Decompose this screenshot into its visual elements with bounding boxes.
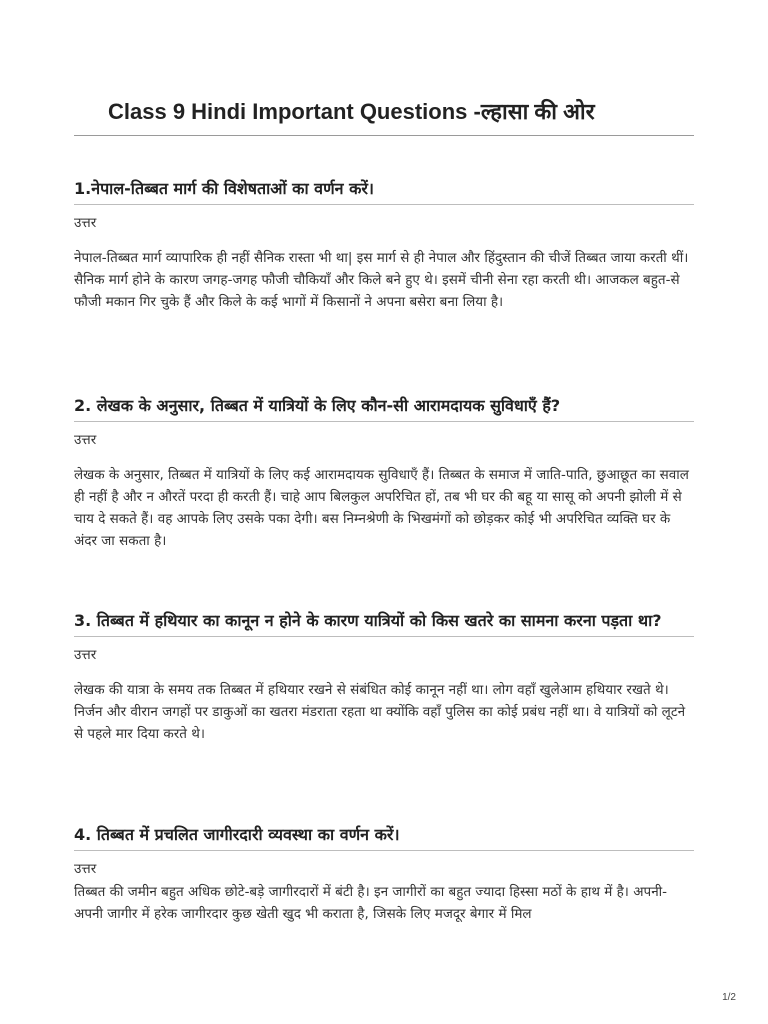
question-3 (74, 610, 694, 745)
answer-label: उत्तर (74, 861, 97, 877)
question-2 (74, 395, 694, 552)
question-heading: 1.नेपाल-तिब्बत मार्ग की विशेषताओं का वर्णन करें। (74, 178, 694, 205)
answer-text: नेपाल-तिब्बत मार्ग व्यापारिक ही नहीं सैनिक रास्ता भी था| इस मार्ग से ही नेपाल और हिंदुस्तान की चीजें तिब्बत जाया करती थीं। सैनिक मार्ग होने के कारण जगह-जगह फौजी चौकियाँ और किले बने हुए थे। इसमें चीनी सेना रहा करती थी। आजकल बहुत-से फौजी मकान गिर चुके हैं और किले के कई भागों में किसानों ने अपना बसेरा बना लिया है। (74, 250, 689, 310)
question-1 (74, 178, 694, 313)
answer-label: उत्तर (74, 432, 97, 448)
question-heading: 4. तिब्बत में प्रचलित जागीरदारी व्यवस्था का वर्णन करें। (74, 824, 694, 851)
page-number: 1/2 (722, 992, 736, 1003)
question-heading: 3. तिब्बत में हथियार का कानून न होने के कारण यात्रियों को किस खतरे का सामना करना पड़ता था? (74, 610, 694, 637)
question-4 (74, 824, 694, 925)
answer-text: तिब्बत की जमीन बहुत अधिक छोटे-बड़े जागीरदारों में बंटी है। इन जागीरों का बहुत ज्यादा हिस्सा मठों के हाथ में है। अपनी- अपनी जागीर में हरेक जागीरदार कुछ खेती खुद भी कराता है, जिसके लिए मजदूर बेगार में मिल (74, 884, 668, 922)
answer-text: लेखक के अनुसार, तिब्बत में यात्रियों के लिए कई आरामदायक सुविधाएँ हैं। तिब्बत के समाज में जाति-पाति, छुआछूत का सवाल ही नहीं है और न औरतें परदा ही करती हैं। चाहे आप बिलकुल अपरिचित हों, तब भी घर की बहू या सासू को अपनी झोली में से चाय दे सकते हैं। वह आपके लिए उसके पका देगी। बस निम्नश्रेणी के भिखमंगों को छोड़कर कोई भी अपरिचित व्यक्ति घर के अंदर जा सकता है। (74, 467, 689, 549)
page-title: Class 9 Hindi Important Questions -ल्हासा की ओर (108, 99, 595, 124)
answer-label: उत्तर (74, 215, 97, 231)
answer-text: लेखक की यात्रा के समय तक तिब्बत में हथियार रखने से संबंधित कोई कानून नहीं था। लोग वहाँ खुलेआम हथियार रखते थे। निर्जन और वीरान जगहों पर डाकुओं का खतरा मंडराता रहता था क्योंकि वहाँ पुलिस का कोई प्रबंध नहीं था। वे यात्रियों को लूटने से पहले मार दिया करते थे। (74, 682, 686, 742)
answer-label: उत्तर (74, 647, 97, 663)
title-divider (74, 135, 694, 136)
question-heading: 2. लेखक के अनुसार, तिब्बत में यात्रियों के लिए कौन-सी आरामदायक सुविधाएँ हैं? (74, 395, 694, 422)
